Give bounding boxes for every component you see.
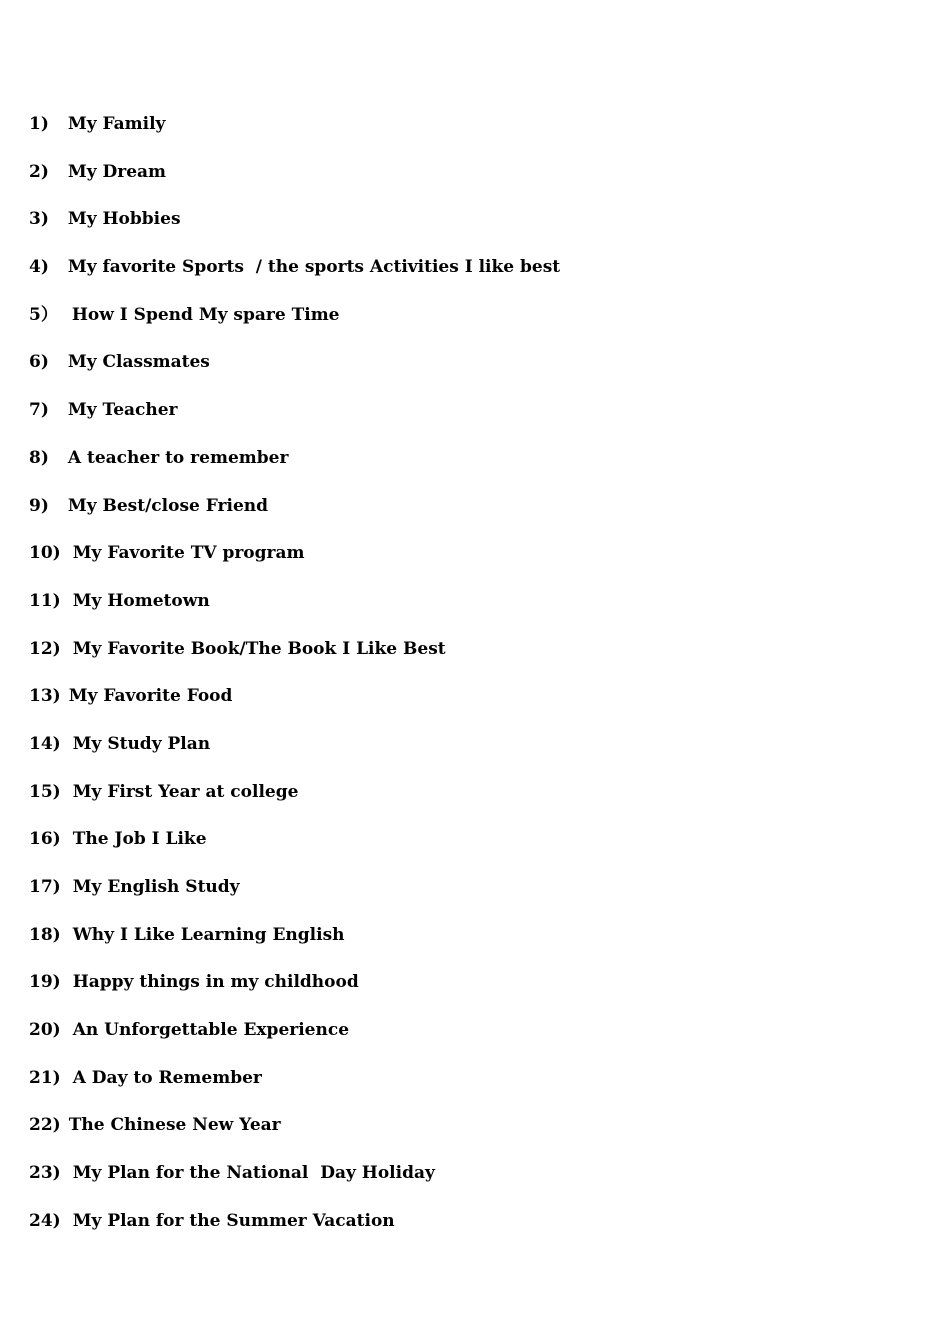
item-number: 17) [29, 877, 61, 897]
item-number: 5） [29, 304, 58, 325]
item-text: My Hometown [72, 590, 210, 611]
list-item [29, 685, 560, 733]
topic-list [29, 113, 560, 1258]
list-item [29, 828, 560, 876]
item-text: My First Year at college [72, 781, 299, 802]
item-number: 1) [29, 114, 49, 134]
list-item [29, 590, 560, 638]
item-text: An Unforgettable Experience [72, 1020, 350, 1041]
item-text: The Chinese New Year [68, 1115, 281, 1136]
item-text: My Hobbies [67, 209, 181, 230]
list-item [29, 208, 560, 256]
list-item [29, 495, 560, 543]
item-text: My Family [67, 114, 166, 134]
item-text: A Day to Remember [72, 1067, 262, 1088]
item-text: Happy things in my childhood [72, 972, 359, 993]
list-item [29, 399, 560, 447]
item-text: My Dream [67, 161, 167, 182]
item-number: 18) [29, 924, 61, 945]
list-item [29, 733, 560, 781]
list-item [29, 113, 560, 161]
list-item [29, 447, 560, 495]
list-item [29, 1210, 560, 1258]
item-number: 13) [29, 686, 61, 707]
list-item [29, 781, 560, 829]
item-text: My Plan for the National Day Holiday [72, 1163, 435, 1184]
item-number: 10) [29, 543, 61, 564]
list-item [29, 542, 560, 590]
item-number: 2) [29, 161, 49, 182]
item-number: 19) [29, 972, 61, 993]
item-text: My Favorite Book/The Book I Like Best [72, 638, 446, 659]
list-item [29, 1114, 560, 1162]
item-number: 22) [29, 1115, 61, 1136]
item-text: My Study Plan [72, 733, 211, 754]
item-number: 11) [29, 590, 61, 611]
item-number: 20) [29, 1020, 61, 1041]
item-text: My Best/close Friend [67, 495, 269, 516]
list-item [29, 1019, 560, 1067]
item-text: My English Study [72, 877, 240, 897]
item-text: My favorite Sports / the sports Activities I like best [67, 257, 561, 278]
item-number: 24) [29, 1210, 61, 1231]
item-number: 12) [29, 638, 61, 659]
item-number: 9) [29, 495, 49, 516]
item-number: 23) [29, 1163, 61, 1184]
list-item [29, 924, 560, 972]
item-text: My Classmates [67, 352, 210, 373]
item-number: 21) [29, 1067, 61, 1088]
item-number: 16) [29, 829, 61, 850]
item-number: 8) [29, 447, 49, 468]
list-item [29, 1162, 560, 1210]
item-text: Why I Like Learning English [72, 924, 345, 945]
item-number: 4) [29, 257, 49, 278]
item-text: My Teacher [67, 400, 178, 421]
item-number: 6) [29, 352, 49, 373]
list-item [29, 351, 560, 399]
list-item [29, 971, 560, 1019]
list-item [29, 1067, 560, 1115]
item-number: 14) [29, 733, 61, 754]
list-item [29, 638, 560, 686]
item-text: My Favorite Food [68, 686, 233, 707]
list-item [29, 304, 560, 352]
item-number: 7) [29, 400, 49, 421]
item-text: How I Spend My spare Time [71, 304, 340, 325]
list-item [29, 256, 560, 304]
item-number: 15) [29, 781, 61, 802]
list-item [29, 161, 560, 209]
item-number: 3) [29, 209, 49, 230]
item-text: My Favorite TV program [72, 543, 305, 564]
item-text: A teacher to remember [67, 447, 289, 468]
list-item [29, 876, 560, 924]
item-text: My Plan for the Summer Vacation [72, 1210, 395, 1231]
item-text: The Job I Like [72, 829, 207, 850]
